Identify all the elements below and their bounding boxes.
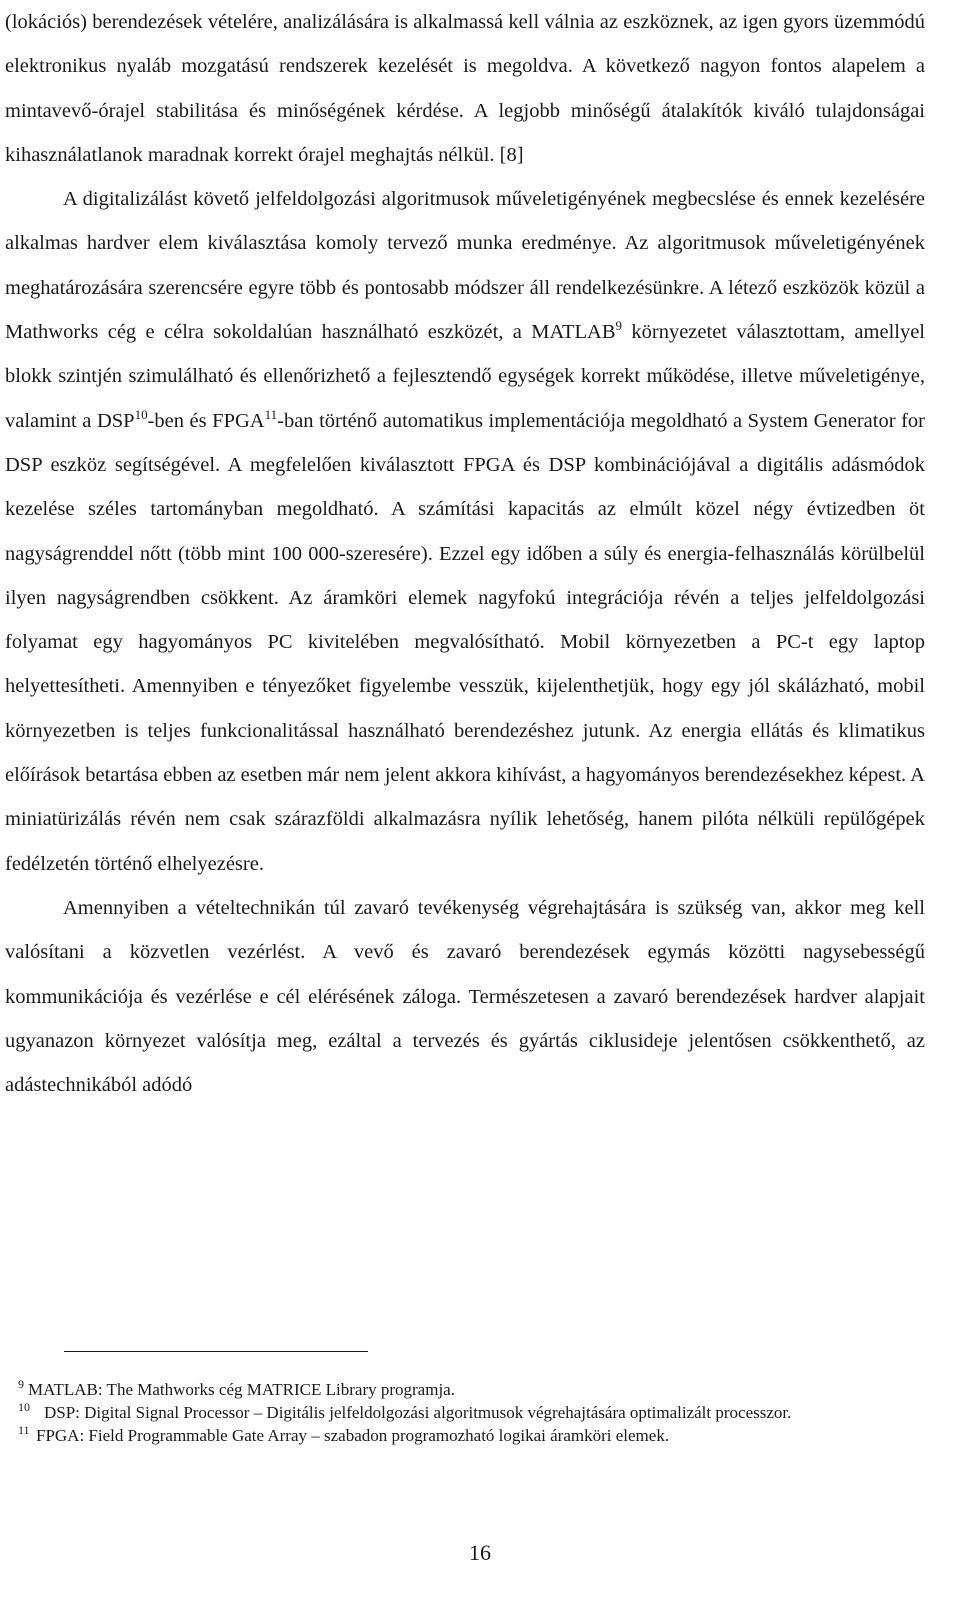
paragraph-text: környezetet választottam, amellyel blokk szintjén szimulálható és ellenőrizhető a fejlesztendő egységek korrekt működése, illetve műveletigénye, valamint a DSP [5, 321, 926, 432]
paragraph-text: Amennyiben a vételtechnikán túl zavaró tevékenység végrehajtására is szükség van, akkor meg kell valósítani a közvetlen vezérlést. A vevő és zavaró berendezések egymás közötti nagysebességű kommunikációja és vezérlése e cél elérésének záloga. Természetesen a zavaró berendezések hardver alapjait ugyanazon környezet valósítja meg, ezáltal a tervezés és gyártás ciklusideje jelentősen csökkenthető, az adástechnikából adódó [5, 896, 925, 1097]
paragraph-3 [5, 886, 925, 1107]
footnote-text: FPGA: Field Programmable Gate Array – szabadon programozható logikai áramköri elemek. [36, 1426, 670, 1445]
footnote-ref-11: 11 [264, 406, 278, 422]
footnote-ref-10: 10 [134, 406, 148, 422]
footnotes [18, 1378, 926, 1447]
paragraph-text: -ban történő automatikus implementációja megoldható a System Generator for DSP eszköz segítségével. A megfelelően kiválasztott FPGA és DSP kombinációjával a digitális adásmódok kezelése széles tartományban megoldható. A számítási kapacitás az elmúlt közel négy évtizedben öt nagyságrenddel nőtt (több mint 100 000-szeresére). Ezzel egy időben a súly és energia-felhasználás körülbelül ilyen nagyságrendben csökkent. Az áramköri elemek nagyfokú integrációja révén a teljes jelfeldolgozási folyamat egy hagyományos PC kivitelében megvalósítható. Mobil környezetben a PC-t egy laptop helyettesítheti. Amennyiben e tényezőket figyelembe vesszük, kijelenthetjük, hogy egy jól skálázható, mobil környezetben is teljes funkcionalitással használható berendezéshez jutunk. Az energia ellátás és klimatikus előírások betartása ebben az esetben már nem jelent akkora kihívást, a hagyományos berendezésekhez képest. A miniatürizálás révén nem csak szárazföldi alkalmazásra nyílik lehetőség, hanem pilóta nélküli repülőgépek fedélzetén történő elhelyezésre. [5, 409, 926, 875]
paragraph-text: -ben és FPGA [147, 409, 265, 432]
paragraph-1 [5, 0, 925, 177]
paragraph-2 [5, 177, 925, 886]
paragraph-text: (lokációs) berendezések vételére, analizálására is alkalmassá kell válnia az eszköznek, az igen gyors üzemmódú elektronikus nyaláb mozgatású rendszerek kezelését is megoldva. A következő nagyon fontos alapelem a mintavevő-órajel stabilitása és minőségének kérdése. A legjobb minőségű átalakítók kiváló tulajdonságai kihasználatlanok maradnak korrekt órajel meghajtás nélkül. [8] [5, 11, 925, 166]
footnote-mark: 11 [18, 1423, 30, 1437]
footnote-separator [64, 1351, 368, 1352]
paragraph-text: A digitalizálást követő jelfeldolgozási algoritmusok műveletigényének megbecslése és ennek kezelésére alkalmas hardver elem kiválasztása komoly tervező munka eredménye. Az algoritmusok műveletigényének meghatározására szerencsére egyre több és pontosabb módszer áll rendelkezésünkre. A létező eszközök közül a Mathworks cég e célra sokoldalúan használható eszközét, a MATLAB [5, 188, 925, 344]
footnote-ref-9: 9 [615, 318, 623, 334]
footnote-mark: 10 [18, 1400, 30, 1414]
body-text [5, 0, 925, 1107]
footnote-11 [18, 1424, 926, 1447]
footnote-text: DSP: Digital Signal Processor – Digitális jelfeldolgozási algoritmusok végrehajtására optimalizált processzor. [44, 1403, 792, 1422]
footnote-text: MATLAB: The Mathworks cég MATRICE Library programja. [28, 1380, 455, 1399]
document-page [5, 0, 925, 1107]
footnote-mark: 9 [18, 1377, 24, 1391]
page-number: 16 [469, 1540, 491, 1565]
footnote-9 [18, 1378, 926, 1401]
footnote-10 [18, 1401, 926, 1424]
